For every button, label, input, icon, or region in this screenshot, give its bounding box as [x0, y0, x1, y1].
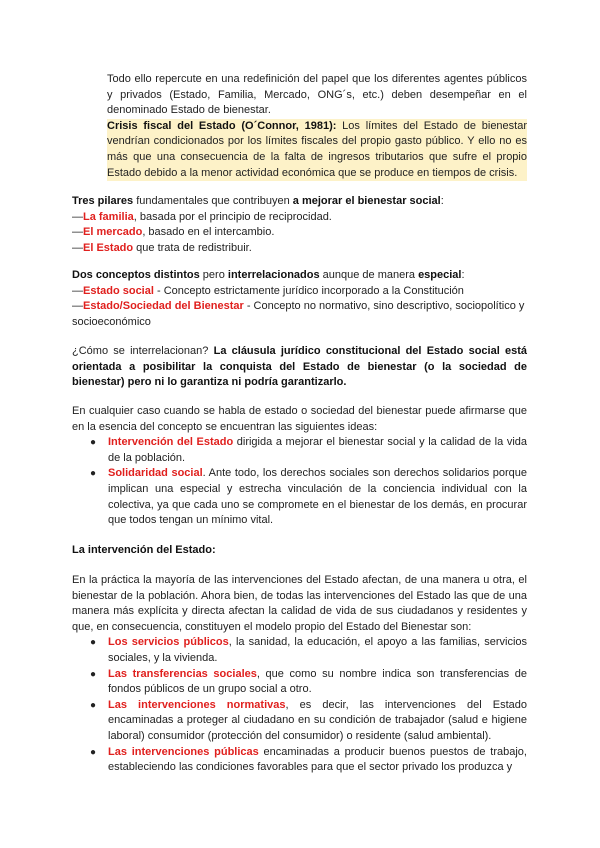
- conceptos-lead-end: :: [461, 269, 465, 281]
- list-item: [72, 745, 527, 776]
- intro-block: [107, 72, 527, 181]
- pilares-lead-bold2: a mejorar el bienestar social: [292, 195, 441, 207]
- pregunta-question: ¿Cómo se interrelacionan?: [72, 345, 214, 357]
- concepto-term: Estado/Sociedad del Bienestar: [83, 300, 244, 313]
- intervencion-list: [72, 635, 527, 775]
- list-item: [72, 466, 527, 528]
- pilares-block: [72, 194, 527, 256]
- list-text: , la sanidad, la educación, el apoyo a las familias, servicios sociales, y la vivienda.: [108, 636, 527, 664]
- pilar-term: El Estado: [83, 241, 134, 254]
- esencia-paragraph: En cualquier caso cuando se habla de estado o sociedad del bienestar puede afirmarse que en la esencia del concepto se encuentran las siguientes ideas:: [72, 405, 527, 433]
- list-term: Solidaridad social: [108, 467, 203, 480]
- pilares-lead-end: :: [440, 195, 444, 207]
- section-heading-text: La intervención del Estado:: [72, 544, 216, 556]
- pilar-text: , basado en el intercambio.: [142, 226, 275, 239]
- pregunta-paragraph: [72, 344, 527, 391]
- conceptos-lead-bold: Dos conceptos distintos: [72, 269, 200, 281]
- pilar-term: La familia: [83, 210, 134, 223]
- concepto-text: - Concepto no normativo, sino descriptivo, sociopolítico y socioeconómico: [72, 300, 525, 328]
- list-item: [72, 635, 527, 666]
- esencia-list: [72, 435, 527, 529]
- conceptos-lead-mid: pero: [199, 269, 228, 281]
- dash: —: [72, 226, 83, 239]
- list-text: dirigida a mejorar el bienestar social y la calidad de la vida de la población.: [108, 436, 528, 464]
- list-term: Las intervenciones públicas: [108, 745, 259, 758]
- pilares-lead: [72, 194, 527, 210]
- bullet-icon: ●: [90, 668, 97, 680]
- bullet-icon: ●: [90, 699, 97, 711]
- pilar-item: [72, 241, 527, 257]
- list-term: Los servicios públicos: [108, 636, 229, 649]
- list-term: Las transferencias sociales: [108, 667, 257, 680]
- pregunta-block: [72, 344, 527, 391]
- conceptos-block: [72, 268, 527, 330]
- bullet-icon: ●: [90, 437, 97, 449]
- dash: —: [72, 210, 83, 223]
- intervencion-block: [72, 573, 527, 776]
- conceptos-lead-bold2: interrelacionados: [227, 269, 320, 281]
- pilares-lead-bold: Tres pilares: [72, 195, 134, 207]
- dash: —: [72, 284, 83, 297]
- list-term: Las intervenciones normativas: [108, 698, 286, 711]
- list-term: Intervención del Estado: [108, 436, 234, 449]
- section-heading: [72, 543, 527, 559]
- pregunta-answer: La cláusula jurídico constitucional del Estado social está orientada a posibilitar la conquista del Estado de bienestar (o la sociedad de bienestar) pero ni lo garantiza ni podría garantizarlo.: [72, 345, 527, 389]
- intro-paragraph: Todo ello repercute en una redefinición del papel que los diferentes agentes públicos y privados (Estado, Familia, Mercado, ONG´s, etc.) deben desempeñar en el denominado Estado de bienestar.: [107, 73, 527, 117]
- dash: —: [72, 241, 83, 254]
- pilares-lead-mid: fundamentales que contribuyen: [133, 195, 293, 207]
- bullet-icon: ●: [90, 637, 97, 649]
- intervencion-paragraph: En la práctica la mayoría de las intervenciones del Estado afectan, de una manera u otra, el bienestar de la población. Ahora bien, de todas las intervenciones del Estado las que de una manera más explícita y directa afectan la calidad de vida de sus ciudadanos y residentes y que, en consecuencia, constituyen el modelo propio del Estado del Bienestar son:: [72, 574, 527, 633]
- list-text: , es decir, las intervenciones del Estado encaminadas a proteger al ciudadano en su condición de trabajador (salud e higiene laboral) consumidor (protección del consumidor) o residente (salud ambiental).: [108, 698, 527, 742]
- concepto-item: [72, 284, 527, 300]
- concepto-item: [72, 299, 527, 330]
- bullet-icon: ●: [90, 746, 97, 758]
- pilar-term: El mercado: [83, 226, 143, 239]
- list-text: , que como su nombre indica son transferencias de fondos públicos de un grupo social a otro.: [108, 667, 527, 696]
- concepto-term: Estado social: [83, 284, 154, 297]
- bullet-icon: ●: [90, 468, 97, 480]
- crisis-title: Crisis fiscal del Estado (O´Connor, 1981):: [107, 119, 337, 132]
- dash: —: [72, 300, 83, 313]
- list-item: [72, 698, 527, 745]
- pilar-text: , basada por el principio de reciprocidad.: [133, 210, 332, 223]
- list-item: [72, 435, 527, 466]
- conceptos-lead-bold3: especial: [418, 269, 462, 281]
- conceptos-lead-mid2: aunque de manera: [319, 269, 419, 281]
- pilar-item: [72, 210, 527, 226]
- list-text: . Ante todo, los derechos sociales son derechos solidarios porque implican una especial y estrecha vinculación de la conciencia individual con la colectiva, ya que cada uno se compromete en el bienestar de los demás, en procurar que todos tengan un mínimo vital.: [108, 467, 528, 527]
- conceptos-lead: [72, 268, 527, 284]
- concepto-text: - Concepto estrictamente jurídico incorporado a la Constitución: [153, 284, 464, 297]
- pilar-item: [72, 225, 527, 241]
- intervencion-heading-block: [72, 543, 527, 559]
- crisis-text: Los límites del Estado de bienestar vendrían condicionados por los límites fiscales del propio gasto público. Y ello no es más que una consecuencia de la falta de ingresos tributarios que sufre el propio Estado debido a la menor actividad económica que se produce en tiempos de crisis.: [107, 119, 528, 179]
- list-item: [72, 667, 527, 698]
- list-text: encaminadas a producir buenos puestos de trabajo, estableciendo las condiciones favorables para que el sector privado los produzca y: [108, 745, 527, 774]
- pilar-text: que trata de redistribuir.: [133, 241, 252, 254]
- crisis-paragraph: [107, 119, 527, 181]
- esencia-block: [72, 404, 527, 529]
